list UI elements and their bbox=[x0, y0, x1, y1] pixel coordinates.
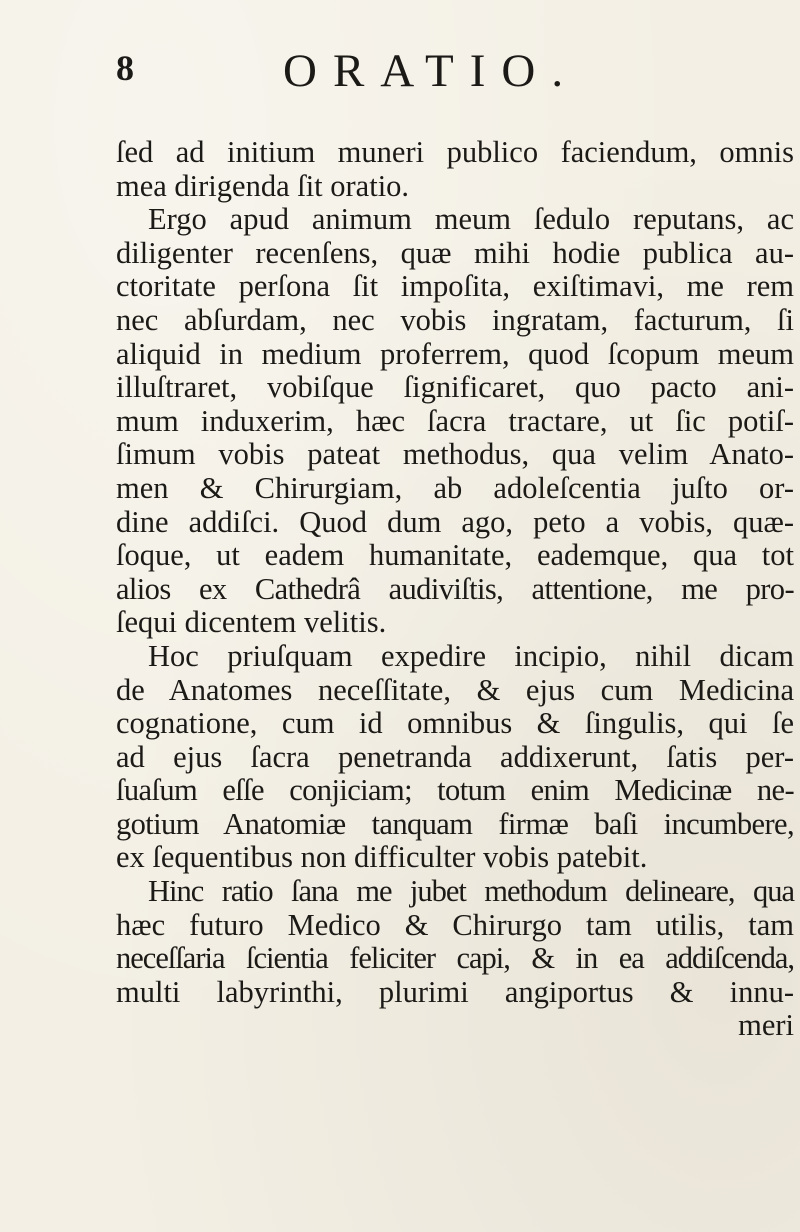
page-number: 8 bbox=[116, 48, 134, 88]
text-line: mum induxerim, hæc ſacra tractare, ut ſic potiſ- bbox=[116, 403, 794, 438]
text-line: illuſtraret, vobiſque ſignificaret, quo pacto ani- bbox=[116, 370, 794, 405]
text-line: aliquid in medium proferrem, quod ſcopum meum bbox=[116, 336, 794, 371]
paragraph-start-line: Ergo apud animum meum ſedulo reputans, ac bbox=[148, 202, 794, 237]
text-line: ſequi dicentem velitis. bbox=[116, 605, 387, 640]
text-line: hæc futuro Medico & Chirurgo tam utilis, tam bbox=[116, 907, 794, 942]
text-line: cognatione, cum id omnibus & ſingulis, qui ſe bbox=[116, 706, 794, 741]
text-line: ad ejus ſacra penetranda addixerunt, ſatis per- bbox=[116, 739, 794, 774]
text-line: ſed ad initium muneri publico faciendum, omnis bbox=[116, 135, 794, 169]
text-line: ſoque, ut eadem humanitate, eademque, qua tot bbox=[116, 538, 794, 573]
text-line: ex ſequentibus non difficulter vobis patebit. bbox=[116, 840, 648, 875]
running-title: ORATIO. bbox=[283, 45, 580, 97]
text-line: dine addiſci. Quod dum ago, peto a vobis, quæ- bbox=[116, 504, 794, 539]
body-text bbox=[116, 136, 794, 1043]
text-line: de Anatomes neceſſitate, & ejus cum Medicina bbox=[116, 672, 794, 707]
text-line: alios ex Cathedrâ audiviſtis, attentione, me pro- bbox=[116, 571, 794, 606]
paragraph-start-line: Hoc priuſquam expedire incipio, nihil dicam bbox=[148, 638, 794, 673]
paragraph-start-line: Hinc ratio ſana me jubet methodum delineare, qua bbox=[148, 874, 794, 909]
catchword: meri bbox=[738, 1008, 794, 1043]
text-line: gotium Anatomiæ tanquam firmæ baſi incumbere, bbox=[116, 806, 794, 841]
text-line: nec abſurdam, nec vobis ingratam, facturum, ſi bbox=[116, 302, 794, 337]
text-line: ctoritate perſona ſit impoſita, exiſtimavi, me rem bbox=[116, 269, 794, 304]
text-line: diligenter recenſens, quæ mihi hodie publica au- bbox=[116, 235, 794, 270]
text-line: neceſſaria ſcientia feliciter capi, & in ea addiſcenda, bbox=[116, 941, 794, 976]
text-line: men & Chirurgiam, ab adoleſcentia juſto or- bbox=[116, 470, 794, 505]
running-head bbox=[0, 42, 800, 102]
text-line: ſimum vobis pateat methodus, qua velim Anato- bbox=[116, 437, 794, 472]
text-line: mea dirigenda ſit oratio. bbox=[116, 168, 410, 203]
text-line: multi labyrinthi, plurimi angiportus & innu- bbox=[116, 974, 794, 1009]
text-line: ſuaſum eſſe conjiciam; totum enim Medicinæ ne- bbox=[116, 773, 794, 808]
